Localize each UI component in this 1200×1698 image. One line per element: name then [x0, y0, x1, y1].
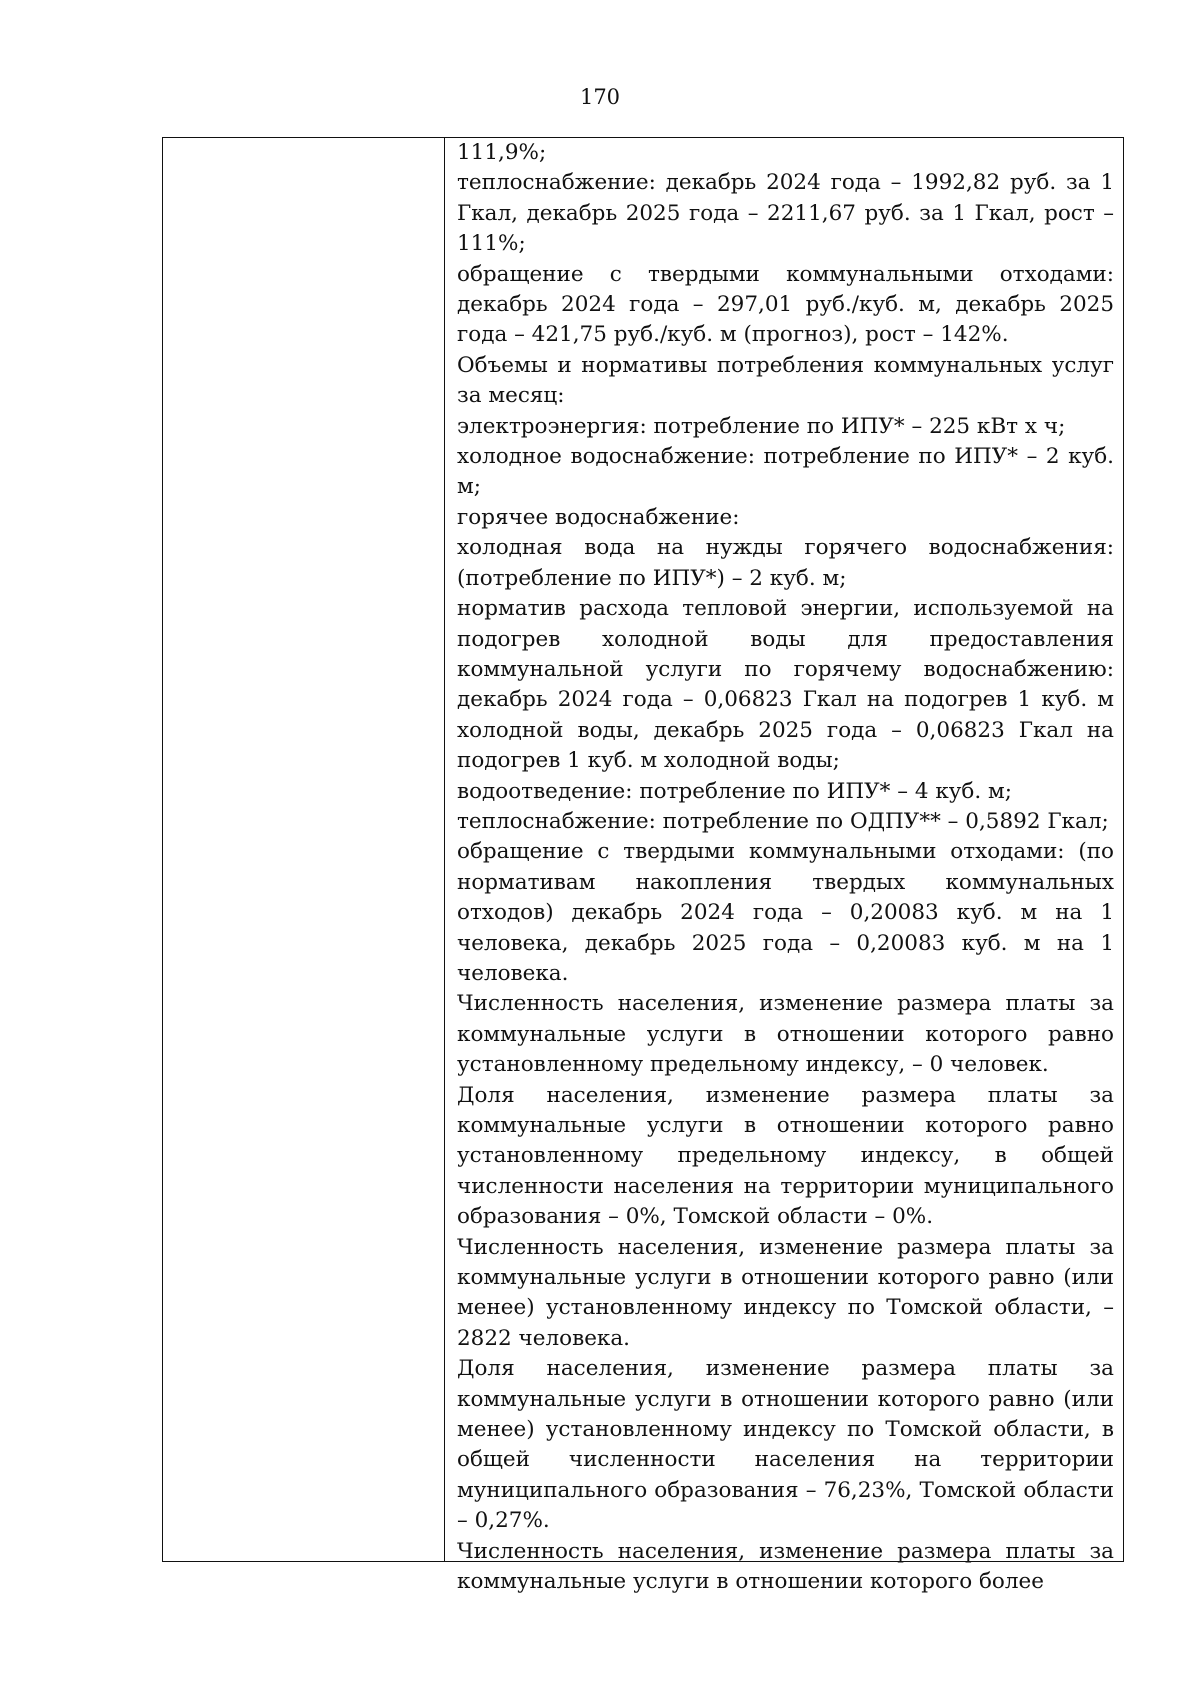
paragraph-population-equal-limit: Численность населения, изменение размера платы за коммунальные услуги в отношении которого равно установленному предельному индексу, – 0 человек.	[457, 991, 1114, 1078]
paragraph-heat-supply-tariff: теплоснабжение: декабрь 2024 года – 1992,82 руб. за 1 Гкал, декабрь 2025 года – 2211,67 руб. за 1 Гкал, рост – 111%;	[457, 170, 1114, 257]
paragraph-percent-111-9: 111,9%;	[457, 140, 547, 165]
paragraph-share-equal-limit: Доля населения, изменение размера платы за коммунальные услуги в отношении которого равно установленному предельному индексу, в общей численности населения на территории муниципального образования – 0%, Томской области – 0%.	[457, 1082, 1114, 1230]
paragraph-solid-waste-norm: обращение с твердыми коммунальными отходами: (по нормативам накопления твердых коммунальных отходов) декабрь 2024 года – 0,20083 куб. м на 1 человека, декабрь 2025 года – 0,20083 куб. м на 1 человека.	[457, 839, 1114, 986]
paragraph-electricity-consumption: электроэнергия: потребление по ИПУ* – 225 кВт х ч;	[457, 413, 1066, 439]
paragraph-hot-water-heading: горячее водоснабжение:	[457, 504, 740, 530]
paragraph-solid-waste-tariff: обращение с твердыми коммунальными отходами: декабрь 2024 года – 297,01 руб./куб. м, декабрь 2025 года – 421,75 руб./куб. м (прогноз), рост – 142%.	[457, 261, 1114, 348]
paragraph-population-equal-or-less: Численность населения, изменение размера платы за коммунальные услуги в отношении которого равно (или менее) установленному индексу по Томской области, – 2822 человека.	[457, 1234, 1114, 1351]
page-number: 170	[579, 85, 621, 109]
table-left-cell	[163, 138, 445, 1561]
paragraph-heat-consumption: теплоснабжение: потребление по ОДПУ** – 0,5892 Гкал;	[457, 808, 1109, 834]
paragraph-share-equal-or-less: Доля населения, изменение размера платы за коммунальные услуги в отношении которого равно (или менее) установленному индексу по Томской области, в общей численности населения на территории муниципального образования – 76,23%, Томской области – 0,27%.	[457, 1356, 1114, 1534]
paragraph-population-more: Численность населения, изменение размера платы за коммунальные услуги в отношении которого более	[457, 1538, 1114, 1595]
paragraph-drainage-consumption: водоотведение: потребление по ИПУ* – 4 куб. м;	[457, 778, 1013, 804]
paragraph-consumption-heading: Объемы и нормативы потребления коммунальных услуг за месяц:	[457, 352, 1114, 409]
paragraph-heat-energy-norm: норматив расхода тепловой энергии, используемой на подогрев холодной воды для предоставления коммунальной услуги по горячему водоснабжению: декабрь 2024 года – 0,06823 Гкал на подогрев 1 куб. м холодной воды, декабрь 2025 года – 0,06823 Гкал на подогрев 1 куб. м холодной воды;	[457, 596, 1114, 774]
paragraph-cold-water-consumption: холодное водоснабжение: потребление по ИПУ* – 2 куб. м;	[457, 444, 1114, 500]
table-right-cell	[445, 138, 1123, 1595]
paragraph-cold-water-for-hot: холодная вода на нужды горячего водоснабжения: (потребление по ИПУ*) – 2 куб. м;	[457, 535, 1114, 591]
content-table	[162, 137, 1124, 1595]
